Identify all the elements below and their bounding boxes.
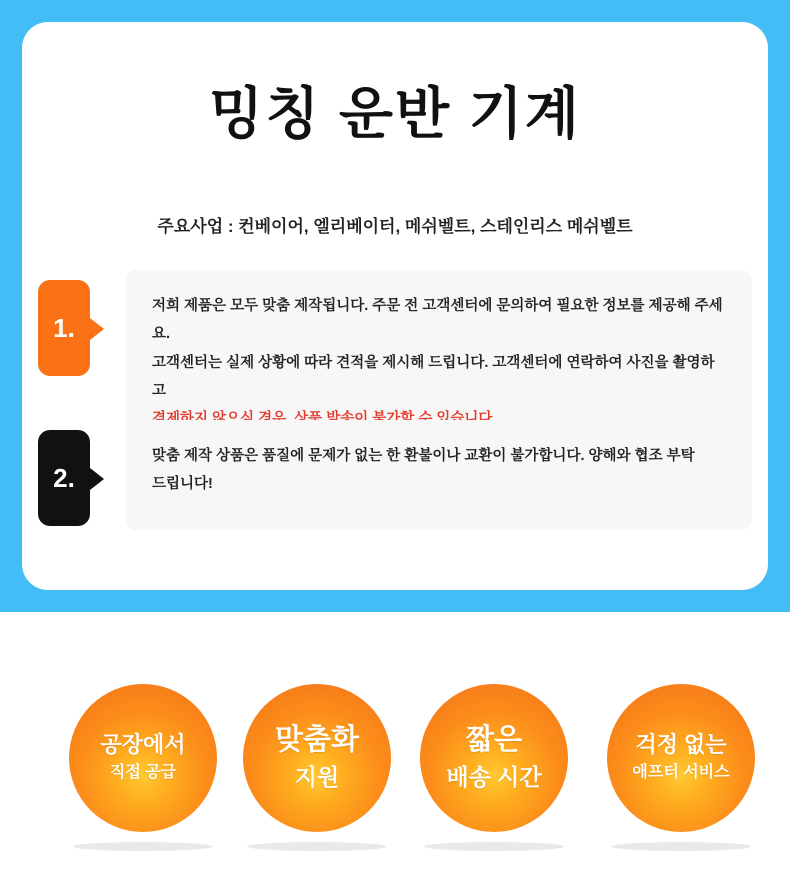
feature-line2: 배송 시간 [446,763,542,790]
feature-item [420,684,568,832]
feature-line2: 애프터 서비스 [632,764,730,782]
feature-line1: 맞춤화 [274,724,360,757]
feature-item [69,684,217,832]
feature-circle-2 [243,684,391,832]
feature-circle-4 [607,684,755,832]
note-box-2 [126,420,752,530]
circle-shadow [611,842,751,851]
note-pointer-icon [90,318,104,340]
feature-section [0,612,790,873]
circle-shadow [424,842,564,851]
feature-item [243,684,391,832]
note-line: 맞춤 제작 상품은 품질에 문제가 없는 한 환불이나 교환이 불가합니다. 양해와 협조 부탁 [152,448,695,464]
feature-item [607,684,755,832]
feature-circle-3 [420,684,568,832]
note-badge-1: 1. [38,280,90,376]
info-card [22,22,768,590]
note-badge-2: 2. [38,430,90,526]
feature-line1: 공장에서 [100,732,186,758]
note-pointer-icon [90,468,104,490]
feature-line1: 걱정 없는 [635,732,727,758]
note-row [38,270,752,399]
page-title: 밍칭 운반 기계 [209,82,581,145]
note-line: 고객센터는 실제 상황에 따라 견적을 제시해 드립니다. 고객센터에 연락하여 사진을 촬영하고 [152,354,715,399]
note-line: 저희 제품은 모두 맞춤 제작됩니다. 주문 전 고객센터에 문의하여 필요한 정보를 제공해 주세요. [152,298,723,343]
feature-line1: 짧은 [465,724,523,757]
note-line: 드립니다! [152,476,213,493]
circle-shadow [247,842,387,851]
feature-line2: 지원 [294,763,340,790]
circle-shadow [73,842,213,851]
page-subtitle: 주요사업 : 컨베이어, 엘리베이터, 메쉬벨트, 스테인리스 메쉬벨트 [157,217,633,236]
feature-circle-1 [69,684,217,832]
note-row [38,420,752,530]
feature-line2: 직접 공급 [109,764,177,782]
